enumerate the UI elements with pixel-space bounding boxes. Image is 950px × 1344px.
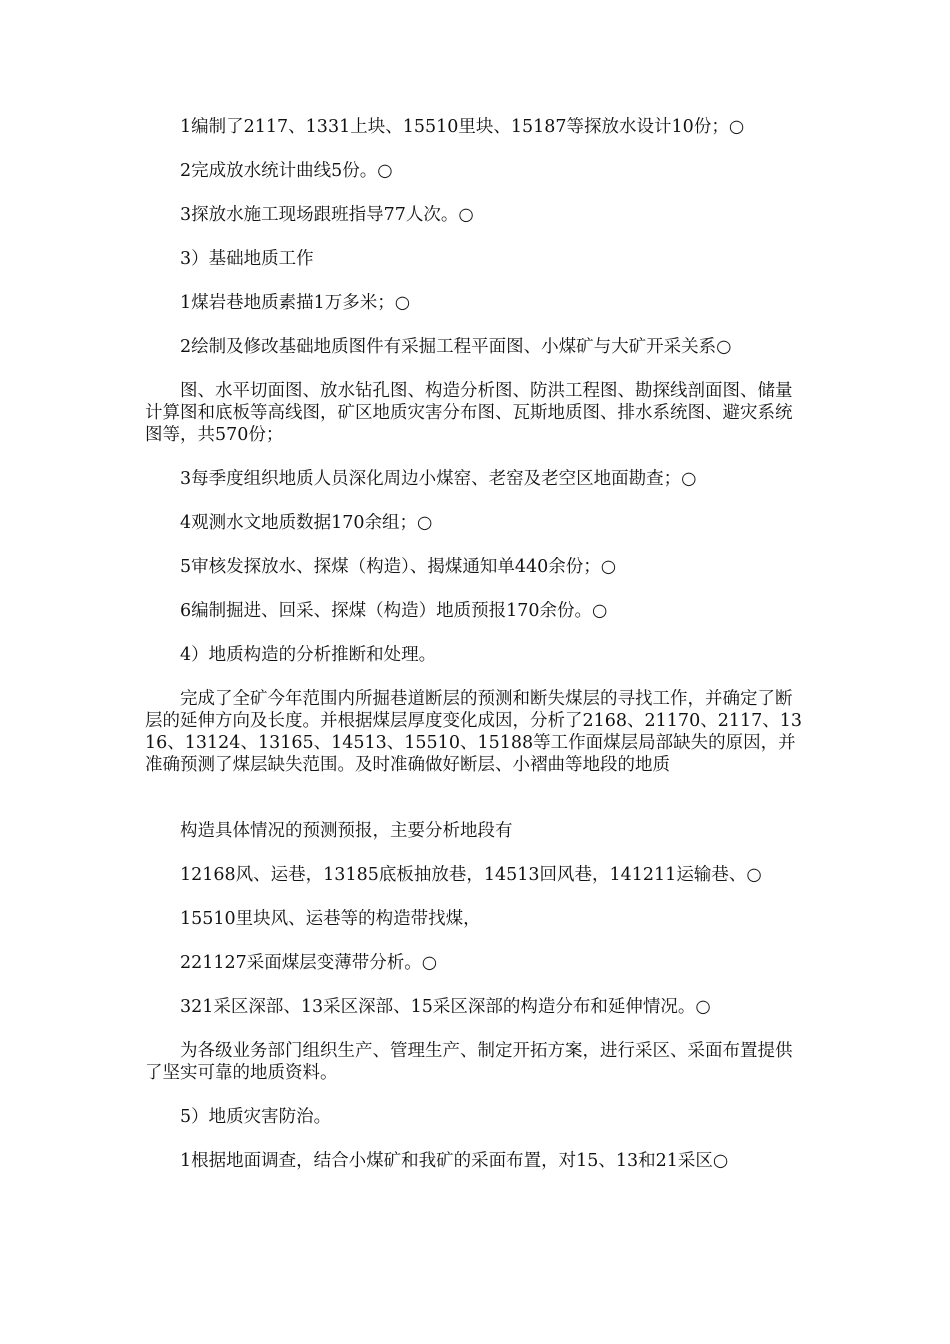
paragraph-coal-finding: 15510里块风、运巷等的构造带找煤， <box>145 909 481 929</box>
paragraph-drainage-curves: 2完成放水统计曲线5份。○ <box>145 161 393 181</box>
paragraph-deep-structures: 321采区深部、13采区深部、15采区深部的构造分布和延伸情况。○ <box>145 997 711 1017</box>
paragraph-ground-survey: 1根据地面调查，结合小煤矿和我矿的采面布置，对15、13和21采区○ <box>145 1151 729 1171</box>
paragraph-site-guidance: 3探放水施工现场跟班指导77人次。○ <box>145 205 474 225</box>
paragraph-notices: 5审核发探放水、探煤（构造）、揭煤通知单440余份；○ <box>145 557 617 577</box>
paragraph-analysis-sections: 构造具体情况的预测预报，主要分析地段有 <box>145 821 513 841</box>
section-heading-hazard-prevention: 5）地质灾害防治。 <box>145 1107 332 1127</box>
paragraph-hydro-data: 4观测水文地质数据170余组；○ <box>145 513 433 533</box>
section-heading-structure-analysis: 4）地质构造的分析推断和处理。 <box>145 645 437 665</box>
paragraph-geology-drawings: 2绘制及修改基础地质图件有采掘工程平面图、小煤矿与大矿开采关系○ <box>145 337 732 357</box>
paragraph-quarterly-survey: 3每季度组织地质人员深化周边小煤窑、老窑及老空区地面勘查；○ <box>145 469 697 489</box>
paragraph-drawings-list: 图、水平切面图、放水钻孔图、构造分析图、防洪工程图、勘探线剖面图、储量计算图和底板等高线图，矿区地质灾害分布图、瓦斯地质图、排水系统图、避灾系统图等，共570份； <box>145 381 793 445</box>
paragraph-geology-support: 为各级业务部门组织生产、管理生产、制定开拓方案，进行采区、采面布置提供了坚实可靠的地质资料。 <box>145 1041 793 1083</box>
paragraph-fault-prediction: 完成了全矿今年范围内所掘巷道断层的预测和断失煤层的寻找工作，并确定了断层的延伸方向及长度。并根据煤层厚度变化成因，分析了2168、21170、2117、1316、13124、13165、14513、15510、15188等工作面煤层局部缺失的原因，并准确预测了煤层缺失范围。及时准确做好断层、小褶曲等地段的地质 <box>145 689 803 775</box>
paragraph-roadway-sketch: 1煤岩巷地质素描1万多米；○ <box>145 293 411 313</box>
section-heading-basic-geology: 3）基础地质工作 <box>145 249 314 269</box>
paragraph-thinning-analysis: 221127采面煤层变薄带分析。○ <box>145 953 438 973</box>
paragraph-forecasts: 6编制掘进、回采、探煤（构造）地质预报170余份。○ <box>145 601 608 621</box>
paragraph-drainage-design: 1编制了2117、1331上块、15510里块、15187等探放水设计10份；○ <box>145 117 745 137</box>
paragraph-roadways-list: 12168风、运巷，13185底板抽放巷，14513回风巷，141211运输巷、○ <box>145 865 762 885</box>
